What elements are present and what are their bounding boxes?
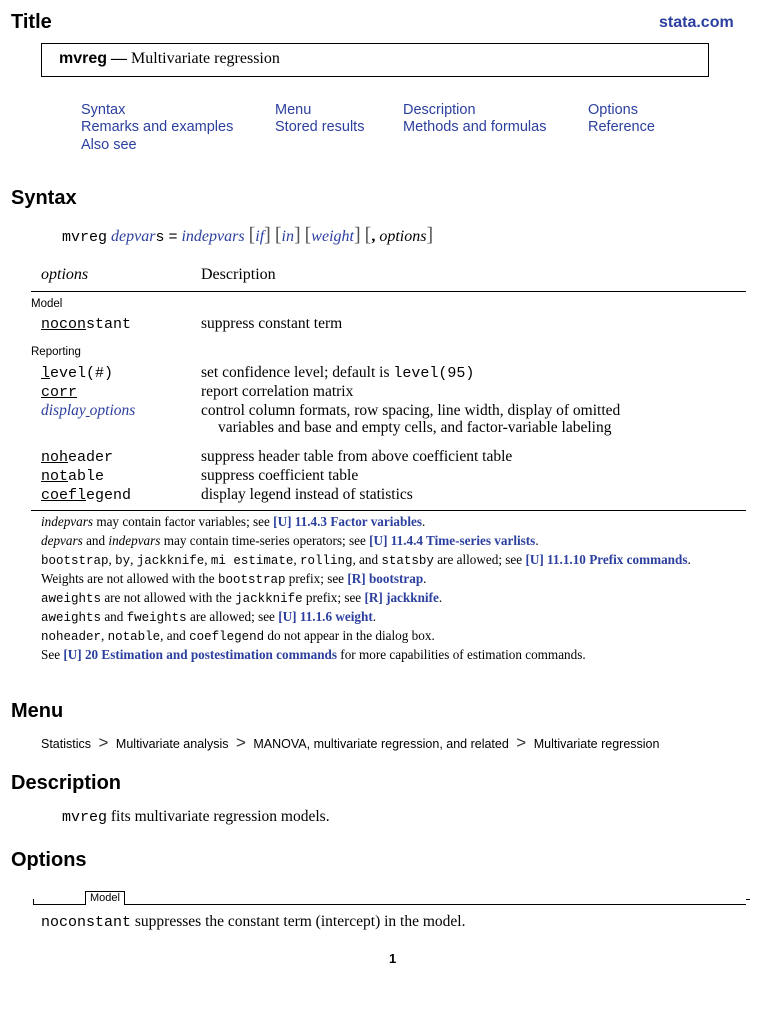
site-link[interactable]: stata.com [659, 14, 734, 31]
menu-path-item: Multivariate regression [533, 737, 660, 751]
bracket-open: [ [274, 224, 282, 246]
note-bootstrap: Weights are not allowed with the bootstrap prefix; see [R] bootstrap. [41, 571, 427, 587]
syntax-depvar-link[interactable]: depvar [111, 228, 156, 245]
note-dialog-box: noheader, notable, and coeflegend do not appear in the dialog box. [41, 628, 435, 644]
description-text: mvreg fits multivariate regression models. [62, 808, 330, 826]
link-factor-variables[interactable]: [U] 11.4.3 Factor variables [273, 514, 422, 529]
syntax-weight-link[interactable]: weight [311, 228, 354, 245]
nav-remarks-and-examples[interactable]: Remarks and examples [81, 119, 234, 135]
nav-reference[interactable]: Reference [588, 119, 655, 135]
group-reporting: Reporting [31, 346, 81, 358]
note-prefix-commands: bootstrap, by, jackknife, mi estimate, rolling, and statsby are allowed; see [U] 11.1.10 Prefix commands. [41, 552, 691, 568]
table-col-options: options [41, 266, 89, 283]
title-box [41, 43, 709, 77]
syntax-command: mvreg [62, 229, 108, 246]
bracket-open: [ [304, 224, 312, 246]
syntax-options: options [379, 228, 427, 245]
options-noconstant-text: noconstant suppresses the constant term (intercept) in the model. [41, 913, 466, 931]
menu-heading: Menu [11, 700, 64, 722]
syntax-indepvars-link[interactable]: indepvars [181, 228, 245, 245]
desc-display-options-2: variables and base and empty cells, and factor-variable labeling [218, 419, 612, 436]
nav-menu[interactable]: Menu [275, 102, 312, 118]
table-rule-top [31, 291, 746, 292]
note-weights: aweights and fweights are allowed; see [U] 11.1.6 weight. [41, 609, 377, 625]
menu-path-item: Multivariate analysis [115, 737, 229, 751]
table-col-description: Description [201, 266, 276, 283]
option-notable: notable [41, 468, 105, 485]
option-coeflegend: coeflegend [41, 487, 132, 504]
model-tab-rule-right-edge [746, 899, 750, 906]
nav-stored-results[interactable]: Stored results [275, 119, 365, 135]
group-model: Model [31, 298, 63, 310]
link-prefix-commands[interactable]: [U] 11.1.10 Prefix commands [525, 552, 688, 567]
menu-path-item: Statistics [41, 737, 92, 751]
syntax-line [62, 224, 433, 247]
title-description: Multivariate regression [131, 50, 280, 67]
menu-path [41, 733, 659, 753]
link-estimation-commands[interactable]: [U] 20 Estimation and postestimation commands [63, 647, 337, 662]
desc-display-options-1: control column formats, row spacing, line width, display of omitted [201, 402, 621, 419]
desc-corr: report correlation matrix [201, 383, 354, 400]
option-noheader: noheader [41, 449, 114, 466]
note-time-series: depvars and indepvars may contain time-series operators; see [U] 11.4.4 Time-series varlists. [41, 533, 539, 548]
desc-level: set confidence level; default is level(95) [201, 364, 475, 382]
syntax-if-link[interactable]: if [255, 228, 265, 245]
nav-description[interactable]: Description [403, 102, 476, 118]
nav-syntax[interactable]: Syntax [81, 102, 126, 118]
note-jackknife: aweights are not allowed with the jackknife prefix; see [R] jackknife. [41, 590, 443, 606]
chevron-right-icon: > [235, 733, 246, 752]
menu-path-item: MANOVA, multivariate regression, and related [253, 737, 509, 751]
title-dash: — [111, 50, 128, 67]
note-factor-variables: indepvars may contain factor variables; see [U] 11.4.3 Factor variables. [41, 514, 426, 529]
nav-also-see[interactable]: Also see [81, 137, 137, 153]
option-noconstant: noconstant [41, 316, 132, 333]
bracket-close: ] [353, 224, 361, 246]
bracket-close: ] [264, 224, 271, 246]
syntax-comma: , [371, 228, 376, 245]
link-jackknife[interactable]: [R] jackknife [364, 590, 439, 605]
link-bootstrap[interactable]: [R] bootstrap [347, 571, 424, 586]
model-tab: Model [85, 891, 125, 905]
syntax-heading: Syntax [11, 187, 77, 209]
model-tab-rule-left-edge [33, 899, 34, 905]
bracket-open: [ [364, 224, 372, 246]
title-command: mvreg [59, 50, 108, 67]
link-weight[interactable]: [U] 11.1.6 weight [278, 609, 373, 624]
description-heading: Description [11, 772, 122, 794]
desc-noconstant: suppress constant term [201, 315, 343, 332]
syntax-equals: = [168, 229, 178, 246]
option-display-options-link[interactable]: display options [41, 402, 136, 419]
page-title: Title [11, 11, 52, 33]
option-level: level(#) [41, 365, 114, 382]
bracket-close: ] [426, 224, 434, 246]
options-heading: Options [11, 849, 87, 871]
table-rule-bottom [31, 510, 746, 511]
bracket-close: ] [293, 224, 301, 246]
chevron-right-icon: > [98, 733, 109, 752]
syntax-in-link[interactable]: in [281, 228, 294, 245]
link-time-series-varlists[interactable]: [U] 11.4.4 Time-series varlists [369, 533, 536, 548]
model-tab-rule [33, 904, 746, 905]
nav-options[interactable]: Options [588, 102, 638, 118]
page-number: 1 [389, 951, 397, 966]
bracket-open: [ [248, 224, 256, 246]
syntax-depvar-s: s [155, 229, 165, 246]
desc-notable: suppress coefficient table [201, 467, 359, 484]
note-estimation: See [U] 20 Estimation and postestimation commands for more capabilities of estimation commands. [41, 647, 586, 662]
desc-coeflegend: display legend instead of statistics [201, 486, 413, 503]
option-corr: corr [41, 384, 78, 401]
nav-methods-and-formulas[interactable]: Methods and formulas [403, 119, 547, 135]
chevron-right-icon: > [516, 733, 527, 752]
desc-noheader: suppress header table from above coefficient table [201, 448, 513, 465]
